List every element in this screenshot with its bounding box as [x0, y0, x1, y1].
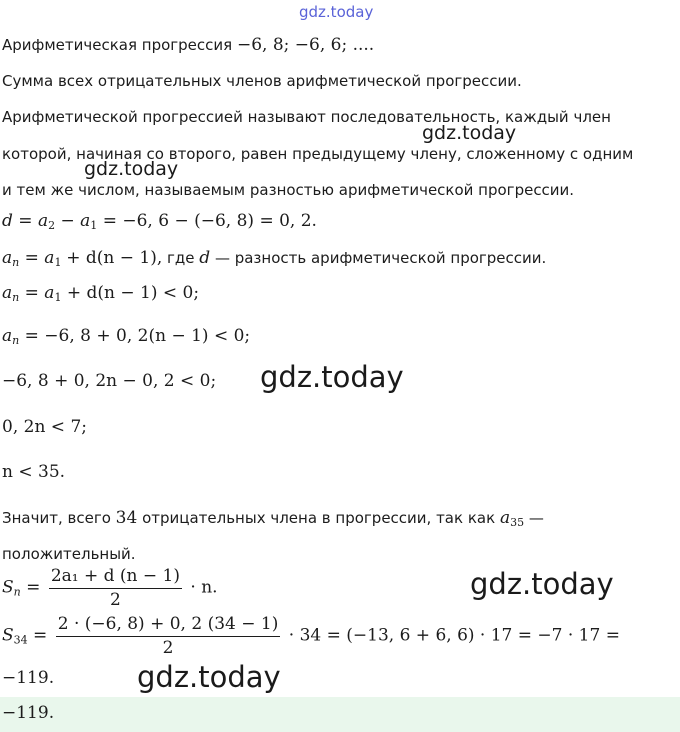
conclusion-text: Значит, всего [2, 509, 111, 527]
watermark: gdz.today [84, 158, 179, 180]
sum-34-result: −119. [2, 668, 55, 688]
watermark: gdz.today [422, 122, 517, 144]
nth-term-formula: $a_n = a_1 + d(n - 1)$, где d — разность арифметической прогрессии. [2, 248, 547, 269]
inequality-2-rest: = −6, 8 + 0, 2(n − 1) < 0; [24, 326, 251, 346]
conclusion-text: отрицательных члена в прогрессии, так как [142, 509, 496, 527]
conclusion-dash: — [528, 509, 544, 527]
inequality-1-rest: + d(n − 1) < 0; [66, 283, 200, 303]
watermark: gdz.today [470, 567, 614, 601]
sum-formula-fraction [49, 566, 182, 610]
watermark: gdz.today [137, 660, 281, 694]
fraction-numerator: 2a₁ + d (n − 1) [49, 566, 182, 589]
task-line [2, 35, 374, 55]
definition-line: Арифметической прогрессией называют последовательность, каждый член [2, 108, 611, 126]
watermark: gdz.today [260, 360, 404, 394]
inequality-5: n < 35. [2, 462, 66, 482]
conclusion-count: 34 [115, 508, 138, 528]
inequality-3: −6, 8 + 0, 2n − 0, 2 < 0; [2, 371, 217, 391]
task-question: Сумма всех отрицательных членов арифметической прогрессии. [2, 72, 522, 90]
nth-term-text: где [167, 249, 195, 267]
fraction-numerator: 2 · (−6, 8) + 0, 2 (34 − 1) [56, 614, 281, 637]
inequality-2: $a_n = -6$, 8 + 0, 2(n − 1) < 0; [2, 326, 251, 347]
sum-formula-tail: · n. [190, 577, 218, 598]
sum-34-formula: $S_{34}$ = $\frac{2 \cdot (-6, 8) + 0, 2 (34 - 1)}{2}$ · 34 = (−13, 6 + 6, 6) · 17 = −7 · 17 = [2, 614, 620, 658]
inequality-1: $a_n = a_1 + d(n - 1) < 0$; [2, 283, 200, 304]
conclusion-line: положительный. [2, 545, 136, 563]
definition-line: и тем же числом, называемым разностью арифметической прогрессии. [2, 181, 575, 199]
sum-34-tail: · 34 = (−13, 6 + 6, 6) · 17 = −7 · 17 = [288, 625, 620, 646]
answer-box [0, 697, 680, 732]
difference-formula: $d = a_2 - a_1 = -6$, 6 − (−6, 8) = 0, 2. [2, 211, 317, 232]
answer-value: −119. [2, 703, 55, 723]
task-sequence: −6, 8; −6, 6; .... [236, 35, 375, 55]
nth-term-text2: — разность арифметической прогрессии. [214, 249, 547, 267]
task-title: Арифметическая прогрессия [2, 36, 233, 54]
conclusion-line: Значит, всего 34 отрицательных члена в прогрессии, так как $a_{35}$ — [2, 508, 544, 529]
nth-term-rest: + d(n − 1), [66, 248, 163, 268]
watermark: gdz.today [299, 3, 374, 21]
fraction-denominator: 2 [162, 638, 174, 658]
sum-34-fraction [56, 614, 281, 658]
inequality-4: 0, 2n < 7; [2, 417, 87, 437]
difference-formula-value: = −6, 6 − (−6, 8) = 0, 2. [102, 211, 317, 231]
fraction-denominator: 2 [109, 590, 121, 610]
sum-formula: $S_n$ = $\frac{\text{2a₁ + d (n − 1)}}{2}$ · n. [2, 566, 218, 610]
definition-line: которой, начиная со второго, равен предыдущему члену, сложенному с одним [2, 145, 634, 163]
